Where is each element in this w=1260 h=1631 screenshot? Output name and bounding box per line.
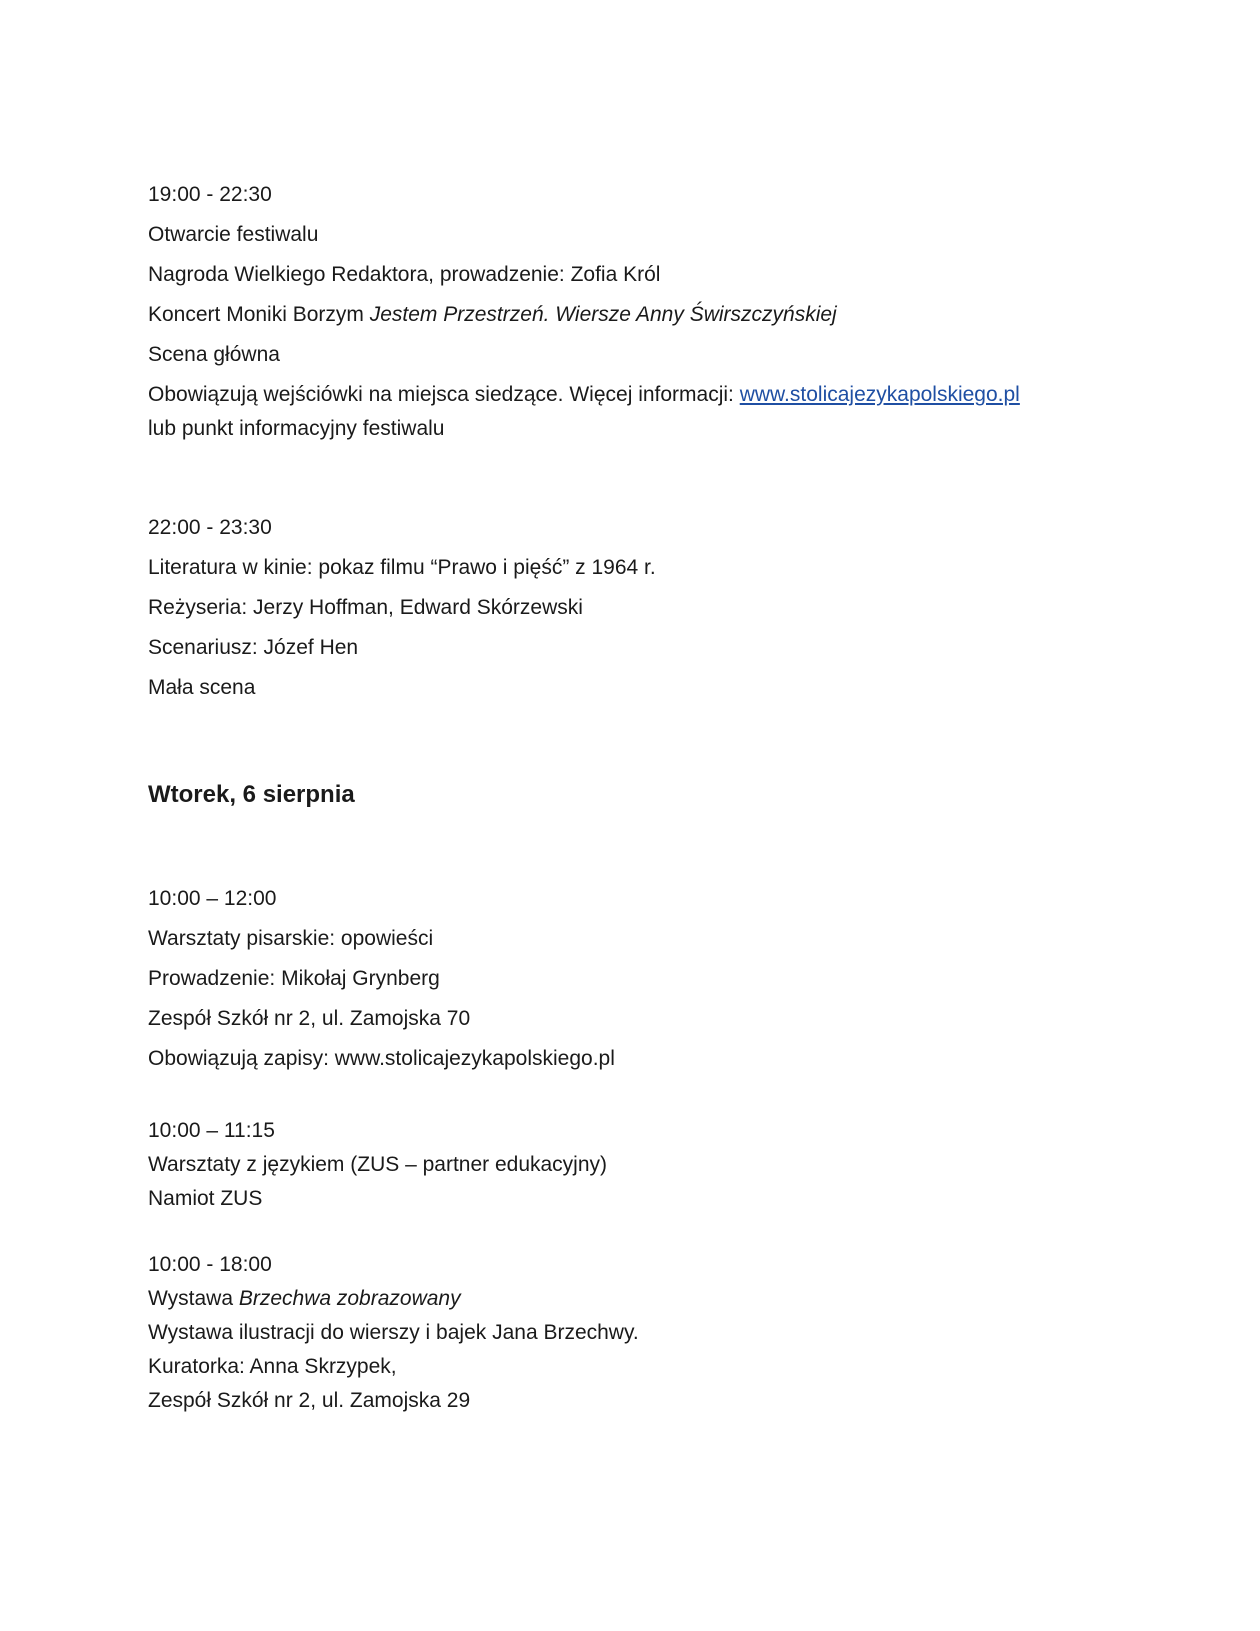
event1-concert-title: Jestem Przestrzeń. Wiersze Anny Świrszczyńskiej	[369, 303, 837, 326]
event5-time: 10:00 - 18:00	[148, 1253, 272, 1276]
event2-venue: Mała scena	[148, 676, 256, 699]
event5-description: Wystawa ilustracji do wierszy i bajek Jana Brzechwy.	[148, 1321, 639, 1344]
event4-title: Warsztaty z językiem (ZUS – partner edukacyjny)	[148, 1153, 608, 1176]
event1-award: Nagroda Wielkiego Redaktora, prowadzenie: Zofia Król	[148, 263, 661, 286]
event2-time: 22:00 - 23:30	[148, 516, 272, 539]
event2-title: Literatura w kinie: pokaz filmu “Prawo i pięść” z 1964 r.	[148, 556, 656, 579]
event5-title-italic: Brzechwa zobrazowany	[238, 1287, 461, 1310]
event3-time: 10:00 – 12:00	[148, 887, 277, 910]
event2-script: Scenariusz: Józef Hen	[148, 636, 359, 659]
event3-title: Warsztaty pisarskie: opowieści	[148, 927, 434, 950]
event1-info-prefix: Obowiązują wejściówki na miejsca siedzące. Więcej informacji:	[148, 383, 740, 406]
event4-time: 10:00 – 11:15	[148, 1119, 275, 1142]
event4-venue: Namiot ZUS	[148, 1187, 263, 1210]
event1-time: 19:00 - 22:30	[148, 183, 272, 206]
day-heading: Wtorek, 6 sierpnia	[148, 781, 355, 808]
event5-venue: Zespół Szkół nr 2, ul. Zamojska 29	[148, 1389, 471, 1412]
event5-title	[148, 1286, 461, 1312]
event1-info	[148, 382, 1020, 408]
event3-host: Prowadzenie: Mikołaj Grynberg	[148, 967, 440, 990]
event5-title-prefix: Wystawa	[148, 1287, 239, 1310]
event1-venue: Scena główna	[148, 343, 280, 366]
event5-curator: Kuratorka: Anna Skrzypek,	[148, 1355, 397, 1378]
event1-concert	[148, 302, 837, 328]
event3-venue: Zespół Szkół nr 2, ul. Zamojska 70	[148, 1007, 471, 1030]
event1-info-suffix: lub punkt informacyjny festiwalu	[148, 417, 445, 440]
event3-signup: Obowiązują zapisy: www.stolicajezykapolskiego.pl	[148, 1047, 615, 1070]
event2-direction: Reżyseria: Jerzy Hoffman, Edward Skórzewski	[148, 596, 583, 619]
event1-title: Otwarcie festiwalu	[148, 223, 319, 246]
event1-concert-prefix: Koncert Moniki Borzym	[148, 303, 370, 326]
website-link[interactable]: www.stolicajezykapolskiego.pl	[739, 383, 1020, 406]
